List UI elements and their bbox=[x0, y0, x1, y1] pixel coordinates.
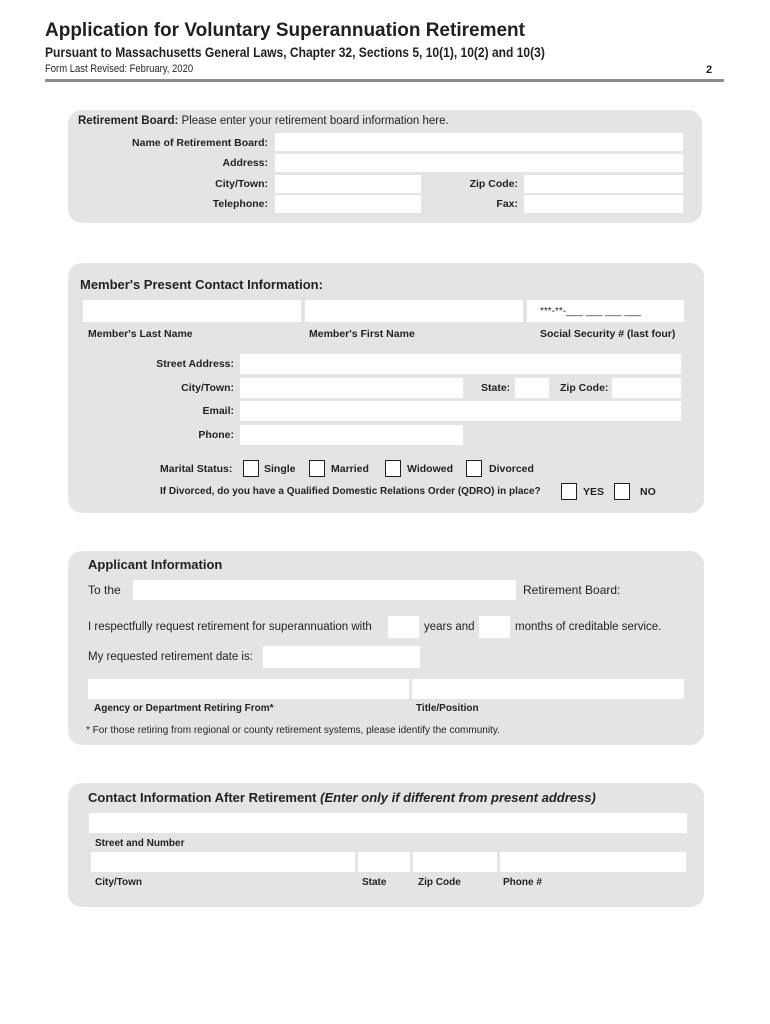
service-months-field[interactable] bbox=[479, 616, 510, 638]
applicant-months-text: months of creditable service. bbox=[515, 621, 662, 633]
member-phone-label: Phone: bbox=[198, 429, 234, 441]
marital-divorced-checkbox[interactable] bbox=[466, 460, 482, 477]
service-years-field[interactable] bbox=[388, 616, 419, 638]
retirement-board-heading-line bbox=[78, 115, 449, 127]
after-street-field[interactable] bbox=[89, 813, 687, 833]
after-retirement-heading: Contact Information After Retirement bbox=[88, 790, 317, 805]
member-city-field[interactable] bbox=[240, 378, 463, 398]
marital-single-label: Single bbox=[264, 463, 296, 475]
qdro-no-label: NO bbox=[640, 486, 656, 498]
retirement-date-label: My requested retirement date is: bbox=[88, 651, 253, 663]
marital-divorced-label: Divorced bbox=[489, 463, 534, 475]
member-street-label: Street Address: bbox=[156, 358, 234, 370]
marital-widowed-checkbox[interactable] bbox=[385, 460, 401, 477]
member-zip-label: Zip Code: bbox=[560, 382, 609, 394]
applicant-board-suffix: Retirement Board: bbox=[523, 583, 621, 597]
after-zip-field[interactable] bbox=[413, 852, 497, 872]
board-zip-field[interactable] bbox=[524, 175, 683, 193]
retirement-date-field[interactable] bbox=[263, 646, 420, 668]
member-email-label: Email: bbox=[202, 405, 234, 417]
board-zip-label: Zip Code: bbox=[469, 178, 518, 190]
after-zip-label: Zip Code bbox=[418, 877, 461, 888]
after-retirement-heading-line bbox=[88, 790, 596, 805]
title-position-label: Title/Position bbox=[416, 703, 479, 714]
member-first-name-field[interactable] bbox=[305, 300, 523, 322]
marital-single-checkbox[interactable] bbox=[243, 460, 259, 477]
applicant-footnote: * For those retiring from regional or county retirement systems, please identify the community. bbox=[86, 725, 500, 736]
page-subtitle: Pursuant to Massachusetts General Laws, Chapter 32, Sections 5, 10(1), 10(2) and 10(3) bbox=[45, 44, 545, 60]
after-state-field[interactable] bbox=[358, 852, 410, 872]
board-city-field[interactable] bbox=[275, 175, 421, 193]
member-first-name-label: Member's First Name bbox=[309, 328, 415, 340]
member-ssn-value: ***-**-___ ___ ___ ___ bbox=[540, 306, 642, 317]
applicant-board-name-field[interactable] bbox=[133, 580, 516, 600]
agency-label: Agency or Department Retiring From* bbox=[94, 703, 274, 714]
board-telephone-field[interactable] bbox=[275, 195, 421, 213]
marital-status-label: Marital Status: bbox=[160, 463, 233, 475]
marital-widowed-label: Widowed bbox=[407, 463, 453, 475]
member-zip-field[interactable] bbox=[612, 378, 681, 398]
member-email-field[interactable] bbox=[240, 401, 681, 421]
revision-date: Form Last Revised: February, 2020 bbox=[45, 63, 194, 75]
member-state-label: State: bbox=[481, 382, 511, 394]
after-city-field[interactable] bbox=[91, 852, 355, 872]
qdro-question: If Divorced, do you have a Qualified Domestic Relations Order (QDRO) in place? bbox=[160, 486, 541, 497]
after-state-label: State bbox=[362, 877, 387, 888]
board-address-label: Address: bbox=[222, 157, 268, 169]
board-fax-field[interactable] bbox=[524, 195, 683, 213]
retirement-board-heading: Retirement Board: bbox=[78, 115, 179, 127]
member-city-label: City/Town: bbox=[181, 382, 234, 394]
member-contact-heading: Member's Present Contact Information: bbox=[80, 277, 323, 292]
board-city-label: City/Town: bbox=[215, 178, 268, 190]
applicant-request-text: I respectfully request retirement for superannuation with bbox=[88, 621, 372, 633]
board-name-field[interactable] bbox=[275, 133, 683, 151]
marital-married-label: Married bbox=[331, 463, 369, 475]
board-address-field[interactable] bbox=[275, 154, 683, 172]
board-telephone-label: Telephone: bbox=[212, 198, 268, 210]
applicant-heading: Applicant Information bbox=[88, 557, 223, 572]
after-phone-field[interactable] bbox=[500, 852, 686, 872]
applicant-years-and: years and bbox=[424, 621, 475, 633]
page-title: Application for Voluntary Superannuation Retirement bbox=[45, 20, 525, 41]
after-city-label: City/Town bbox=[95, 877, 143, 888]
member-phone-field[interactable] bbox=[240, 425, 463, 445]
agency-field[interactable] bbox=[88, 679, 409, 699]
page-number: 2 bbox=[706, 64, 713, 76]
member-street-field[interactable] bbox=[240, 354, 681, 374]
after-street-label: Street and Number bbox=[95, 838, 185, 849]
member-last-name-field[interactable] bbox=[83, 300, 301, 322]
board-fax-label: Fax: bbox=[496, 198, 518, 210]
member-ssn-label: Social Security # (last four) bbox=[540, 328, 676, 340]
applicant-to-the: To the bbox=[88, 583, 121, 597]
member-last-name-label: Member's Last Name bbox=[88, 328, 193, 340]
qdro-no-checkbox[interactable] bbox=[614, 483, 630, 500]
board-name-label: Name of Retirement Board: bbox=[132, 137, 268, 149]
after-phone-label: Phone # bbox=[503, 877, 542, 888]
after-retirement-note: (Enter only if different from present address) bbox=[320, 790, 596, 805]
member-state-field[interactable] bbox=[515, 378, 549, 398]
marital-married-checkbox[interactable] bbox=[309, 460, 325, 477]
header-rule bbox=[45, 79, 724, 82]
qdro-yes-label: YES bbox=[583, 486, 605, 498]
qdro-yes-checkbox[interactable] bbox=[561, 483, 577, 500]
title-position-field[interactable] bbox=[412, 679, 684, 699]
retirement-board-instruction: Please enter your retirement board information here. bbox=[181, 115, 449, 127]
